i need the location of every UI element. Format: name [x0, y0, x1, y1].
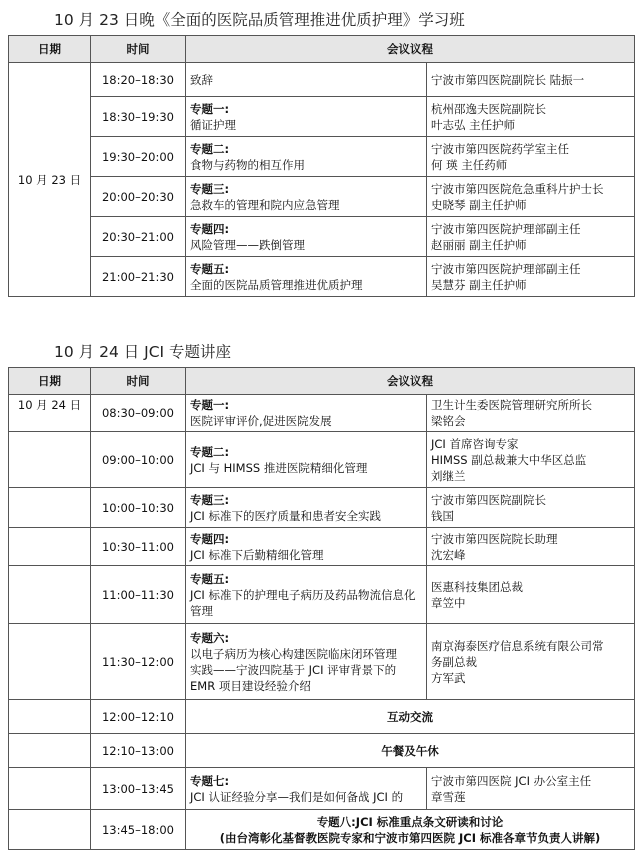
- header-agenda: 会议议程: [186, 36, 635, 63]
- time-cell: 08:30–09:00: [91, 395, 186, 432]
- text-line: JCI 与 HIMSS 推进医院精细化管理: [190, 460, 368, 475]
- table-row: [9, 137, 635, 177]
- text-line: JCI 首席咨询专家: [431, 436, 519, 451]
- table-row: [9, 395, 635, 432]
- text-line: 急救车的管理和院内应急管理: [190, 197, 340, 212]
- text-line: 宁波市第四医院护理部副主任: [431, 261, 581, 276]
- time-cell: 12:00–12:10: [91, 700, 186, 734]
- text-line: JCI 标准下的医疗质量和患者安全实践: [190, 508, 381, 523]
- table-row: [9, 488, 635, 528]
- text-line: 专题六:: [190, 630, 230, 645]
- table-row: [9, 566, 635, 624]
- text-line: 宁波市第四医院药学室主任: [431, 141, 569, 156]
- speaker-cell: [427, 488, 635, 528]
- date-cell: 10 月 23 日: [9, 63, 91, 297]
- topic-cell: [186, 768, 427, 810]
- table-row: [9, 700, 635, 734]
- date-cell: 10 月 24 日: [9, 395, 91, 432]
- date-cell-empty: [9, 768, 91, 810]
- text-line: 宁波市第四医院护理部副主任: [431, 221, 581, 236]
- time-cell: 13:45–18:00: [91, 810, 186, 850]
- agenda-span-cell: 互动交流: [186, 700, 635, 734]
- text-line: 专题八:JCI 标准重点条文研读和讨论: [316, 814, 504, 829]
- table-header: [9, 368, 635, 395]
- table-row: [9, 734, 635, 768]
- time-cell: 21:00–21:30: [91, 257, 186, 297]
- time-cell: 09:00–10:00: [91, 432, 186, 488]
- text-line: 杭州邵逸夫医院副院长: [431, 101, 546, 116]
- text-line: 宁波市第四医院副院长: [431, 492, 546, 507]
- topic-cell: [186, 624, 427, 700]
- time-cell: 10:00–10:30: [91, 488, 186, 528]
- text-line: JCI 标准下的护理电子病历及药品物流信息化: [190, 587, 416, 602]
- topic-cell: [186, 395, 427, 432]
- text-line: 梁铭会: [431, 414, 466, 428]
- text-line: 医院评审评价,促进医院发展: [190, 414, 332, 428]
- table-row: [9, 810, 635, 850]
- text-line: 循证护理: [190, 117, 236, 132]
- text-line: 专题七:: [190, 773, 230, 788]
- speaker-cell: [427, 217, 635, 257]
- text-line: 章笠中: [431, 595, 466, 610]
- text-line: 专题二:: [190, 141, 230, 156]
- text-line: 食物与药物的相互作用: [190, 157, 305, 172]
- time-cell: 20:30–21:00: [91, 217, 186, 257]
- topic-cell: [186, 488, 427, 528]
- schedule-table-oct24: [8, 367, 635, 850]
- text-line: 专题三:: [190, 492, 230, 507]
- topic-cell: [186, 217, 427, 257]
- speaker-cell: [427, 137, 635, 177]
- text-line: 沈宏峰: [431, 547, 466, 562]
- topic-cell: [186, 528, 427, 566]
- time-cell: 11:30–12:00: [91, 624, 186, 700]
- speaker-cell: [427, 97, 635, 137]
- header-date: 日期: [9, 36, 91, 63]
- header-time: 时间: [91, 36, 186, 63]
- table-row: [9, 177, 635, 217]
- speaker-cell: [427, 528, 635, 566]
- time-cell: 13:00–13:45: [91, 768, 186, 810]
- text-line: 全面的医院品质管理推进优质护理: [190, 277, 363, 292]
- date-cell-empty: [9, 488, 91, 528]
- text-line: 专题一:: [190, 101, 230, 116]
- speaker-cell: [427, 395, 635, 432]
- header-date: 日期: [9, 368, 91, 395]
- speaker-cell: [427, 624, 635, 700]
- speaker-cell: [427, 177, 635, 217]
- table-row: [9, 432, 635, 488]
- text-line: 风险管理——跌倒管理: [190, 237, 305, 252]
- table-row: [9, 624, 635, 700]
- table-row: [9, 63, 635, 97]
- text-line: 专题五:: [190, 261, 230, 276]
- topic-cell: [186, 432, 427, 488]
- text-line: 叶志弘 主任护师: [431, 117, 516, 132]
- text-line: 史晓琴 副主任护师: [431, 197, 527, 212]
- time-cell: 19:30–20:00: [91, 137, 186, 177]
- text-line: 医惠科技集团总裁: [431, 579, 523, 594]
- text-line: 专题二:: [190, 444, 230, 459]
- table-row: [9, 217, 635, 257]
- date-cell-empty: [9, 734, 91, 768]
- text-line: (由台湾彰化基督教医院专家和宁波市第四医院 JCI 标准各章节负责人讲解): [219, 830, 601, 845]
- agenda-span-cell: 午餐及午休: [186, 734, 635, 768]
- time-cell: 11:00–11:30: [91, 566, 186, 624]
- text-line: 管理: [190, 603, 213, 618]
- topic-cell: [186, 257, 427, 297]
- agenda-span-cell: [186, 810, 635, 850]
- text-line: 专题五:: [190, 571, 230, 586]
- time-cell: 18:20–18:30: [91, 63, 186, 97]
- speaker-cell: [427, 257, 635, 297]
- table-row: [9, 257, 635, 297]
- text-line: 钱国: [431, 508, 454, 523]
- topic-cell: [186, 63, 427, 97]
- table-header: [9, 36, 635, 63]
- topic-cell: [186, 177, 427, 217]
- text-line: JCI 标准下后勤精细化管理: [190, 547, 324, 562]
- text-line: 专题四:: [190, 221, 230, 236]
- date-cell-empty: [9, 624, 91, 700]
- text-line: 方军武: [431, 670, 466, 685]
- text-line: 宁波市第四医院危急重科片护士长: [431, 181, 604, 196]
- date-cell-empty: [9, 700, 91, 734]
- speaker-cell: [427, 768, 635, 810]
- text-line: 专题一:: [190, 398, 230, 412]
- text-line: 南京海泰医疗信息系统有限公司常: [431, 638, 604, 653]
- text-line: 何 瑛 主任药师: [431, 157, 508, 172]
- table1-title: 10 月 23 日晚《全面的医院品质管理推进优质护理》学习班: [54, 11, 465, 29]
- text-line: 以电子病历为核心构建医院临床闭环管理: [190, 646, 397, 661]
- text-line: JCI 认证经验分享—我们是如何备战 JCI 的: [190, 789, 404, 804]
- date-cell-empty: [9, 432, 91, 488]
- text-line: 实践——宁波四院基于 JCI 评审背景下的: [190, 662, 397, 677]
- header-agenda: 会议议程: [186, 368, 635, 395]
- time-cell: 12:10–13:00: [91, 734, 186, 768]
- text-line: 务副总裁: [431, 654, 477, 669]
- date-cell-empty: [9, 528, 91, 566]
- text-line: 致辞: [190, 72, 213, 87]
- text-line: 吴慧芬 副主任护师: [431, 277, 527, 292]
- table-row: [9, 528, 635, 566]
- speaker-cell: [427, 566, 635, 624]
- text-line: 专题三:: [190, 181, 230, 196]
- table-row: [9, 97, 635, 137]
- text-line: 宁波市第四医院副院长 陆振一: [431, 72, 585, 87]
- schedule-table-oct23: [8, 35, 635, 297]
- text-line: 专题四:: [190, 531, 230, 546]
- table2-title: 10 月 24 日 JCI 专题讲座: [54, 343, 232, 361]
- text-line: 刘继兰: [431, 468, 466, 483]
- date-cell-empty: [9, 810, 91, 850]
- time-cell: 20:00–20:30: [91, 177, 186, 217]
- topic-cell: [186, 137, 427, 177]
- text-line: 赵丽丽 副主任护师: [431, 237, 527, 252]
- topic-cell: [186, 97, 427, 137]
- time-cell: 10:30–11:00: [91, 528, 186, 566]
- table-row: [9, 768, 635, 810]
- header-time: 时间: [91, 368, 186, 395]
- date-cell-empty: [9, 566, 91, 624]
- text-line: HIMSS 副总裁兼大中华区总监: [431, 452, 587, 467]
- text-line: 章雪莲: [431, 789, 466, 804]
- text-line: 宁波市第四医院 JCI 办公室主任: [431, 773, 592, 788]
- text-line: 宁波市第四医院院长助理: [431, 531, 558, 546]
- speaker-cell: [427, 432, 635, 488]
- text-line: 卫生计生委医院管理研究所所长: [431, 398, 592, 412]
- topic-cell: [186, 566, 427, 624]
- text-line: EMR 项目建设经验介绍: [190, 678, 311, 693]
- time-cell: 18:30–19:30: [91, 97, 186, 137]
- speaker-cell: [427, 63, 635, 97]
